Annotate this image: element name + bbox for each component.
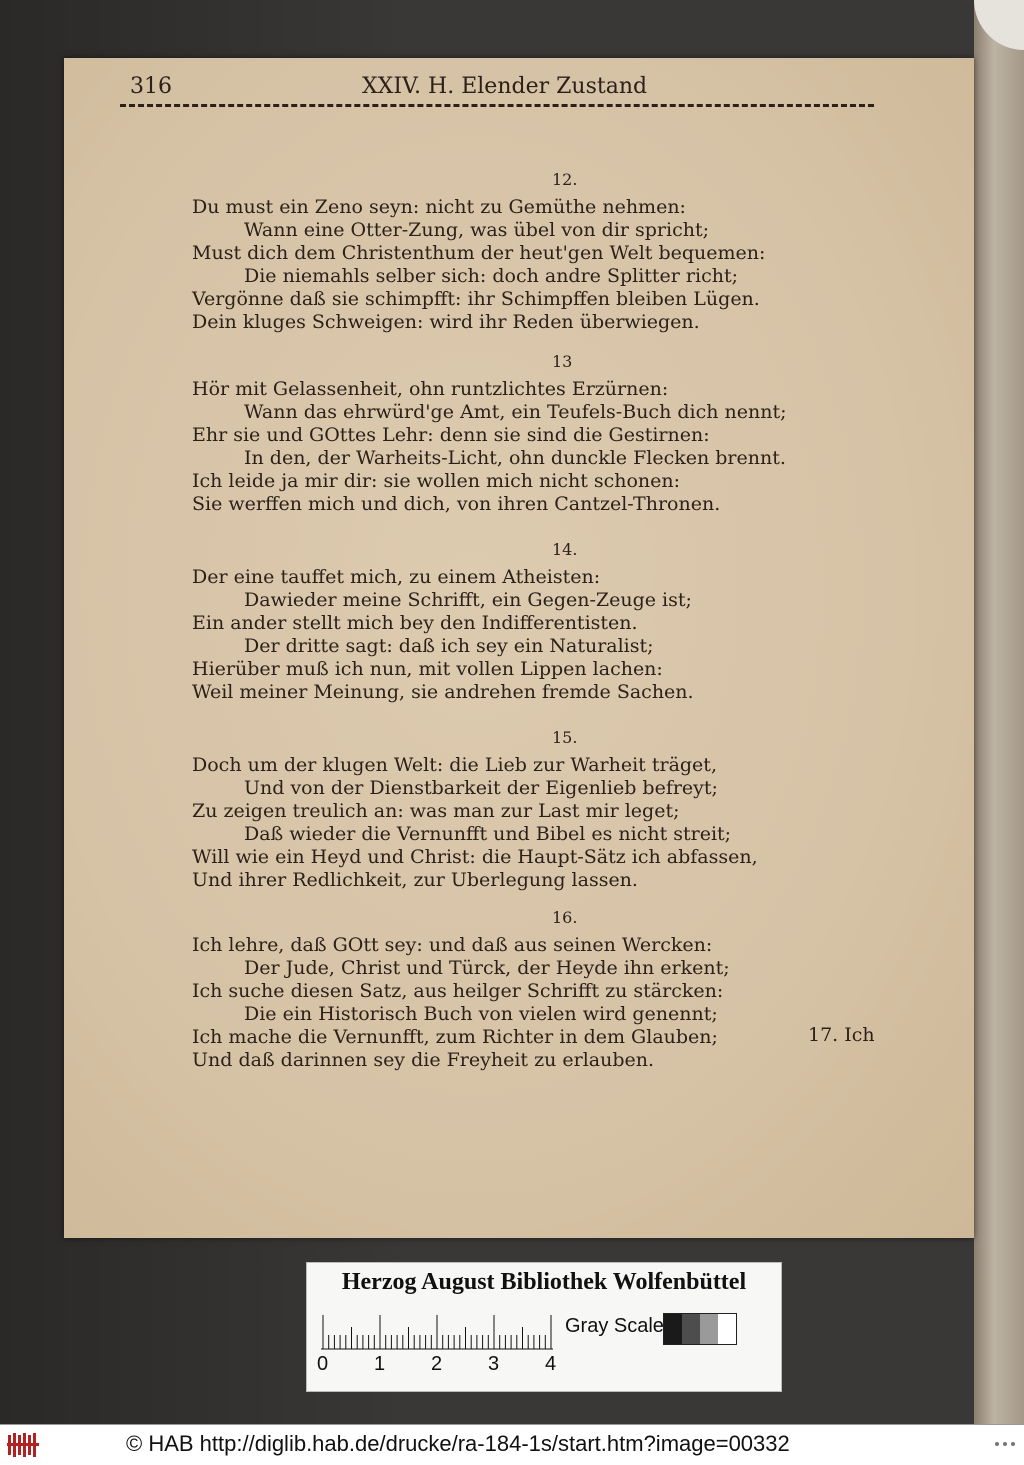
verse-line: Ehr sie und GOttes Lehr: denn sie sind die Gestirnen:: [192, 424, 710, 446]
footer-bar: [0, 1424, 1024, 1465]
running-head: XXIV. H. Elender Zustand: [362, 74, 648, 99]
verse-line: Will wie ein Heyd und Christ: die Haupt-Sätz ich abfassen,: [192, 846, 758, 868]
verse-line: Und ihrer Redlichkeit, zur Uberlegung lassen.: [192, 869, 638, 891]
card-title: Herzog August Bibliothek Wolfenbüttel: [341, 1269, 747, 1295]
stanza-number: 15.: [552, 728, 578, 747]
verse-line: Du must ein Zeno seyn: nicht zu Gemüthe nehmen:: [192, 196, 686, 218]
verse-line: Hierüber muß ich nun, mit vollen Lippen lachen:: [192, 658, 663, 680]
verse-line: Der Jude, Christ und Türck, der Heyde ihn erkent;: [244, 957, 730, 979]
verse-line: Wann eine Otter-Zung, was übel von dir spricht;: [244, 219, 710, 241]
verse-line: Dein kluges Schweigen: wird ihr Reden überwiegen.: [192, 311, 700, 333]
header-rule: [120, 104, 874, 107]
verse-line: Hör mit Gelassenheit, ohn runtzlichtes Erzürnen:: [192, 378, 669, 400]
page-number: 316: [130, 74, 172, 99]
hab-logo-icon: [6, 1431, 42, 1459]
ruler-number: 1: [374, 1353, 386, 1375]
verse-line: Der eine tauffet mich, zu einem Atheisten:: [192, 566, 601, 588]
stanza-number: 13: [552, 352, 573, 371]
catchword: 17. Ich: [808, 1024, 875, 1046]
stanza-number: 16.: [552, 908, 578, 927]
verse-line: Der dritte sagt: daß ich sey ein Naturalist;: [244, 635, 654, 657]
stanza-number: 14.: [552, 540, 578, 559]
stanza-number: 12.: [552, 170, 578, 189]
verse-line: Vergönne daß sie schimpfft: ihr Schimpffen bleiben Lügen.: [192, 288, 760, 310]
footer-dots-icon: [994, 1439, 1016, 1449]
color-reference-card: [306, 1262, 782, 1392]
adjacent-page-edge: [974, 0, 1024, 1424]
verse-line: Ein ander stellt mich bey den Indifferentisten.: [192, 612, 638, 634]
verse-line: Ich suche diesen Satz, aus heilger Schrifft zu stärcken:: [192, 980, 724, 1002]
verse-line: Die niemahls selber sich: doch andre Splitter richt;: [244, 265, 738, 287]
ruler-scale: [321, 1311, 561, 1351]
verse-line: Und von der Dienstbarkeit der Eigenlieb befreyt;: [244, 777, 718, 799]
verse-line: Ich leide ja mir dir: sie wollen mich nicht schonen:: [192, 470, 681, 492]
verse-line: Weil meiner Meinung, sie andrehen fremde Sachen.: [192, 681, 694, 703]
verse-line: Sie werffen mich und dich, von ihren Cantzel-Thronen.: [192, 493, 721, 515]
verse-line: Ich mache die Vernunfft, zum Richter in dem Glauben;: [192, 1026, 718, 1048]
gray-patch: [682, 1314, 700, 1344]
verse-line: Must dich dem Christenthum der heut'gen Welt bequemen:: [192, 242, 766, 264]
verse-line: Doch um der klugen Welt: die Lieb zur Warheit träget,: [192, 754, 717, 776]
grayscale-patches: [663, 1313, 737, 1345]
grayscale-label: Gray Scale: [565, 1315, 664, 1337]
gray-patch: [700, 1314, 718, 1344]
verse-line: Dawieder meine Schrifft, ein Gegen-Zeuge ist;: [244, 589, 692, 611]
verse-line: Ich lehre, daß GOtt sey: und daß aus seinen Wercken:: [192, 934, 713, 956]
ruler-number: 0: [317, 1353, 329, 1375]
page-curl: [974, 0, 1024, 50]
ruler-numbers: [317, 1353, 567, 1377]
verse-line: Wann das ehrwürd'ge Amt, ein Teufels-Buch dich nennt;: [244, 401, 787, 423]
gray-patch: [664, 1314, 682, 1344]
verse-line: Daß wieder die Vernunfft und Bibel es nicht streit;: [244, 823, 732, 845]
footer-copyright-url[interactable]: © HAB http://diglib.hab.de/drucke/ra-184-1s/start.htm?image=00332: [126, 1431, 790, 1456]
ruler-number: 2: [431, 1353, 443, 1375]
verse-line: Und daß darinnen sey die Freyheit zu erlauben.: [192, 1049, 655, 1071]
verse-line: Zu zeigen treulich an: was man zur Last mir leget;: [192, 800, 680, 822]
verse-line: In den, der Warheits-Licht, ohn dunckle Flecken brennt.: [244, 447, 786, 469]
verse-line: Die ein Historisch Buch von vielen wird genennt;: [244, 1003, 718, 1025]
ruler-number: 3: [488, 1353, 500, 1375]
gray-patch: [718, 1314, 736, 1344]
ruler-number: 4: [545, 1353, 557, 1375]
